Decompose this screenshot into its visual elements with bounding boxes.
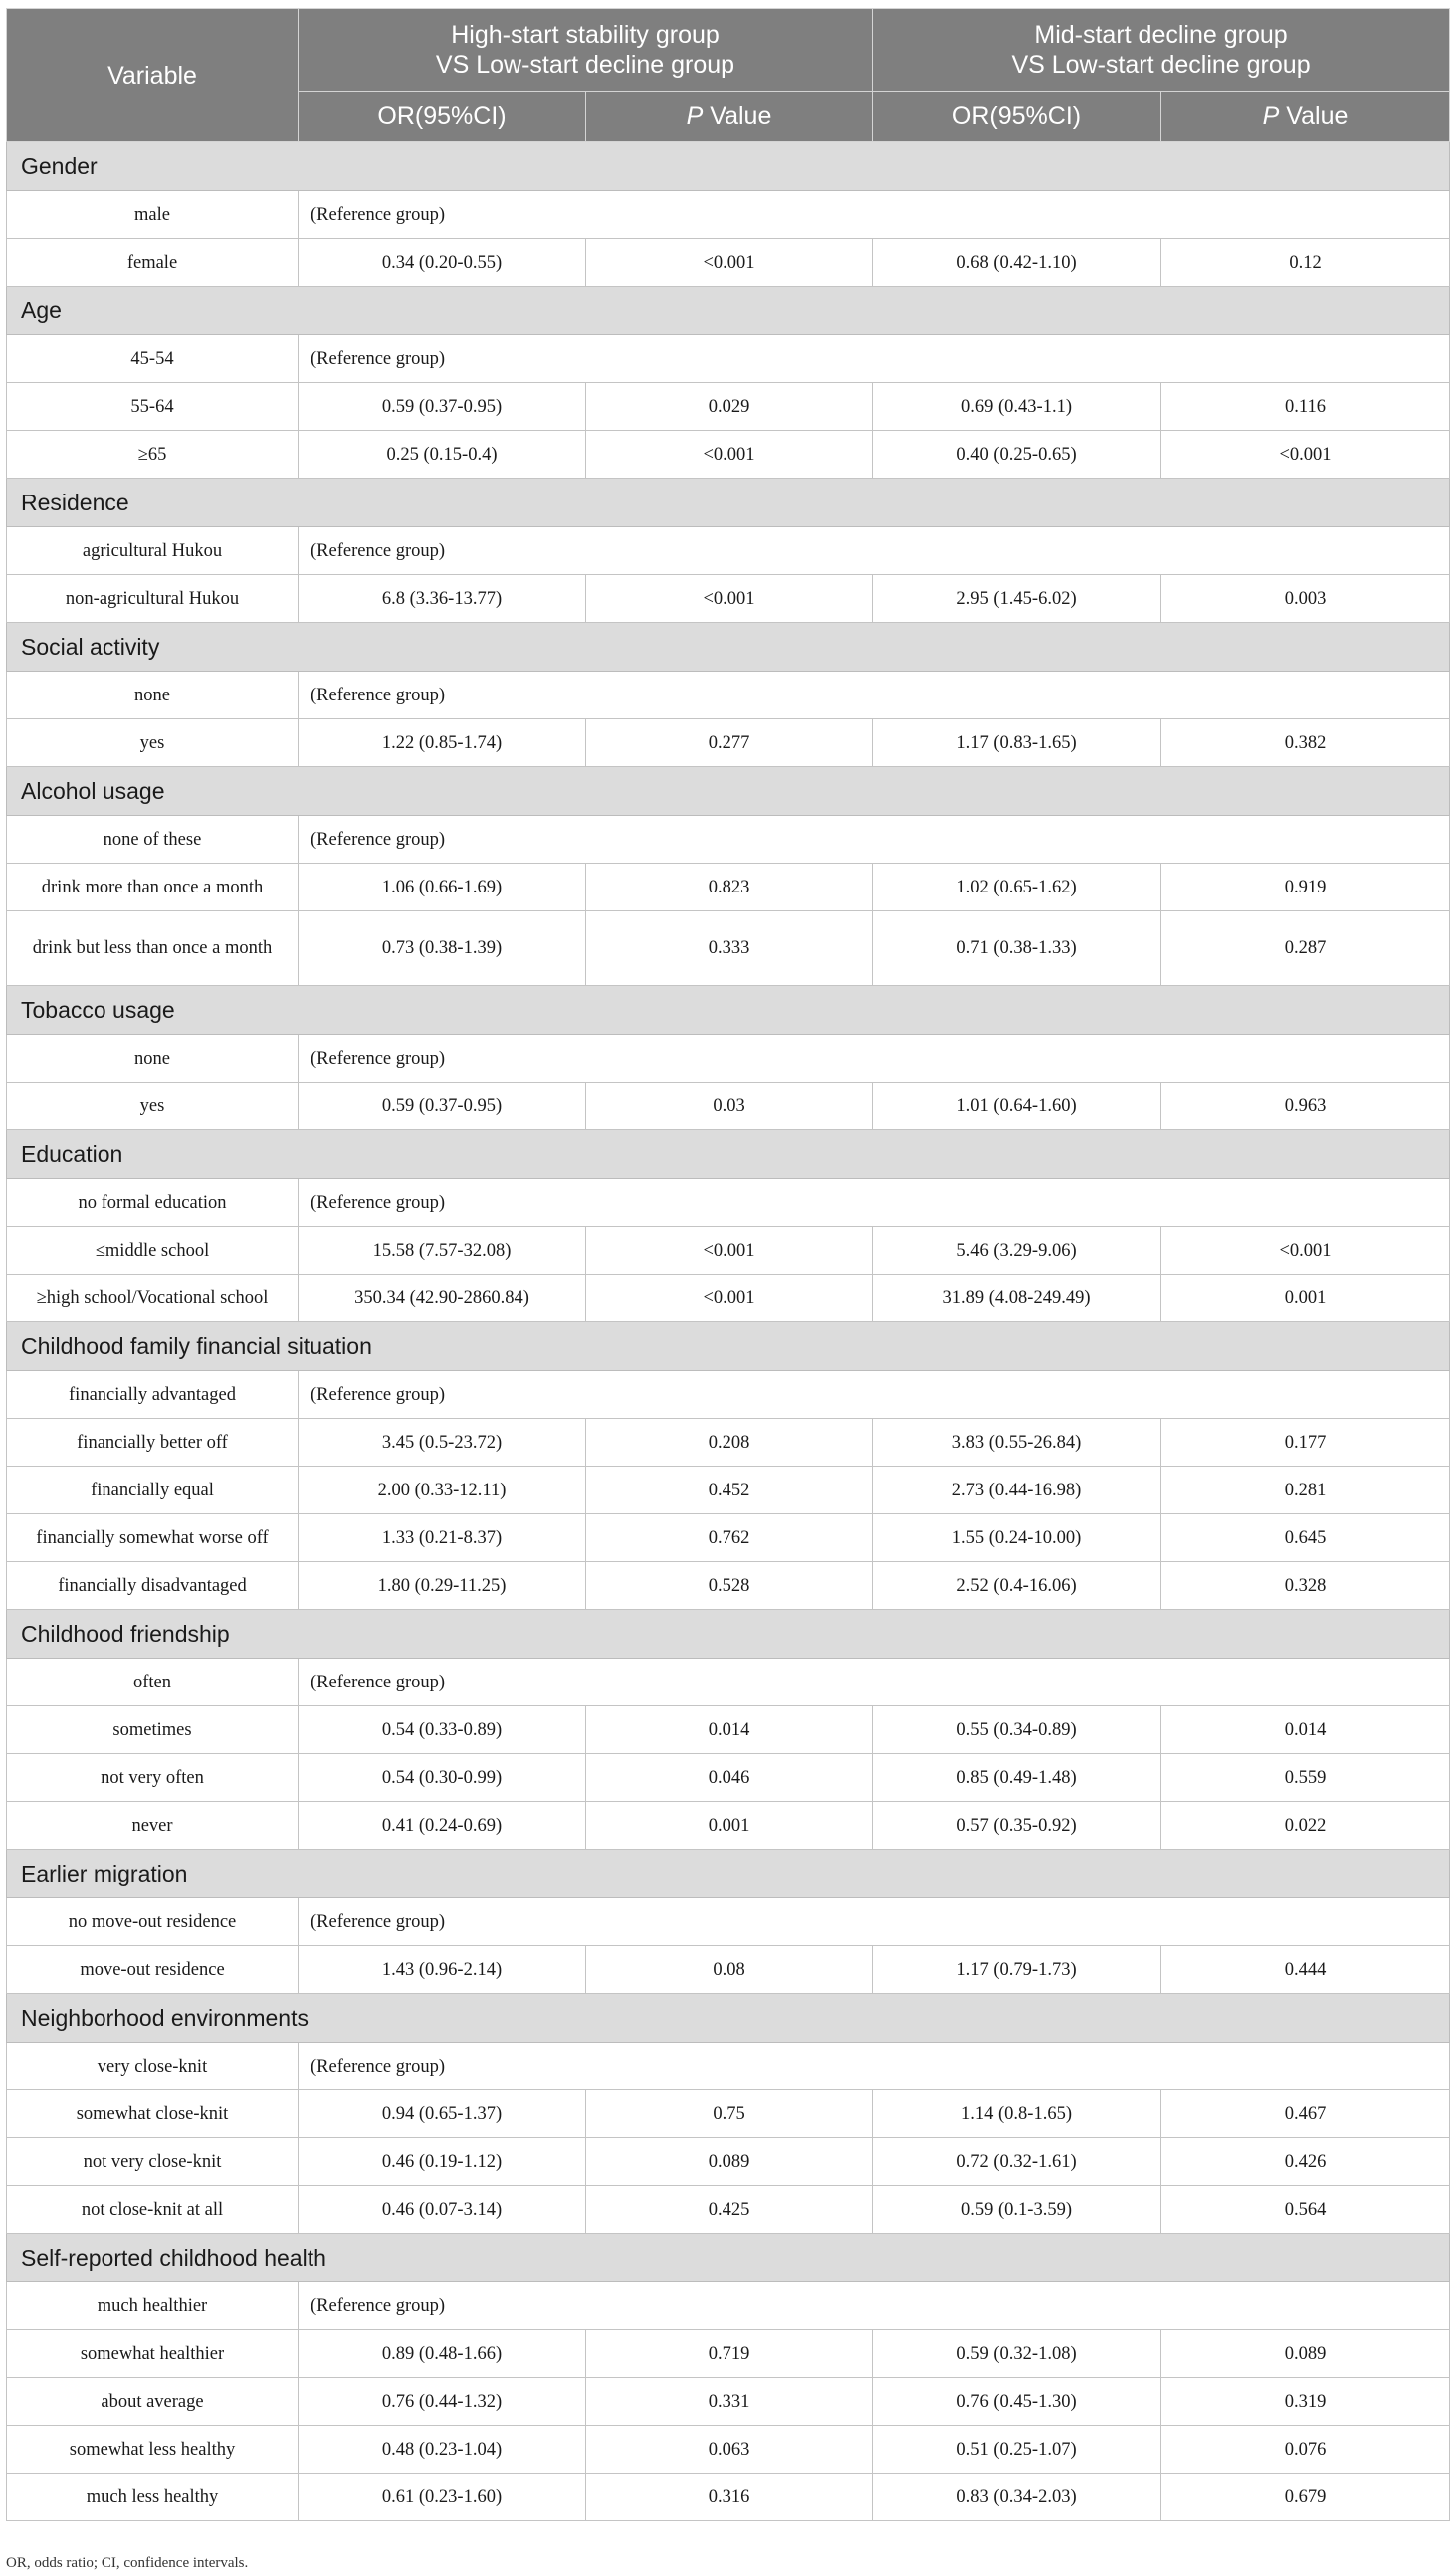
row-label: often: [7, 1659, 299, 1706]
group2-or-header: OR(95%CI): [873, 92, 1161, 142]
table-row: [7, 1419, 1450, 1467]
table-row: [7, 1371, 1450, 1419]
group1-or-cell: 2.00 (0.33-12.11): [299, 1467, 586, 1514]
table-row: [7, 719, 1450, 767]
reference-group-cell: (Reference group): [299, 1898, 1450, 1946]
group2-p-cell: 0.116: [1161, 383, 1450, 431]
section-header-row: [7, 986, 1450, 1035]
row-label: somewhat close-knit: [7, 2090, 299, 2138]
table-row: [7, 1467, 1450, 1514]
group1-or-cell: 1.80 (0.29-11.25): [299, 1562, 586, 1610]
group2-or-cell: 1.14 (0.8-1.65): [873, 2090, 1161, 2138]
section-title: Residence: [7, 479, 1450, 527]
table-row: [7, 1706, 1450, 1754]
group1-header-line2: VS Low-start decline group: [435, 51, 735, 79]
group2-or-cell: 1.01 (0.64-1.60): [873, 1083, 1161, 1130]
row-label: male: [7, 191, 299, 239]
group2-p-cell: 0.319: [1161, 2378, 1450, 2426]
p-rest: Value: [703, 102, 772, 130]
table-row: [7, 1275, 1450, 1322]
row-label: somewhat healthier: [7, 2330, 299, 2378]
group1-header: [299, 9, 873, 92]
group1-or-cell: 0.73 (0.38-1.39): [299, 911, 586, 986]
group1-or-cell: 1.43 (0.96-2.14): [299, 1946, 586, 1994]
table-row: [7, 864, 1450, 911]
row-label: not very close-knit: [7, 2138, 299, 2186]
group1-p-cell: 0.425: [586, 2186, 873, 2234]
group2-p-cell: 0.328: [1161, 1562, 1450, 1610]
reference-group-cell: (Reference group): [299, 335, 1450, 383]
group1-or-cell: 0.76 (0.44-1.32): [299, 2378, 586, 2426]
reference-group-cell: (Reference group): [299, 672, 1450, 719]
section-title: Gender: [7, 142, 1450, 191]
group1-p-cell: <0.001: [586, 1275, 873, 1322]
group2-or-cell: 31.89 (4.08-249.49): [873, 1275, 1161, 1322]
group1-or-cell: 1.22 (0.85-1.74): [299, 719, 586, 767]
section-header-row: [7, 623, 1450, 672]
reference-group-cell: (Reference group): [299, 1179, 1450, 1227]
reference-group-cell: (Reference group): [299, 2043, 1450, 2090]
group1-or-cell: 0.25 (0.15-0.4): [299, 431, 586, 479]
group1-or-cell: 3.45 (0.5-23.72): [299, 1419, 586, 1467]
group1-p-cell: 0.823: [586, 864, 873, 911]
table-row: [7, 1898, 1450, 1946]
row-label: not very often: [7, 1754, 299, 1802]
group1-or-cell: 350.34 (42.90-2860.84): [299, 1275, 586, 1322]
section-title: Tobacco usage: [7, 986, 1450, 1035]
group1-or-cell: 0.89 (0.48-1.66): [299, 2330, 586, 2378]
group2-or-cell: 0.83 (0.34-2.03): [873, 2474, 1161, 2521]
group2-or-cell: 0.55 (0.34-0.89): [873, 1706, 1161, 1754]
group1-p-cell: 0.333: [586, 911, 873, 986]
row-label: about average: [7, 2378, 299, 2426]
group2-p-cell: 0.022: [1161, 1802, 1450, 1850]
row-label: yes: [7, 719, 299, 767]
group2-header-line2: VS Low-start decline group: [1011, 51, 1311, 79]
table-row: [7, 383, 1450, 431]
table-row: [7, 2282, 1450, 2330]
section-header-row: [7, 1610, 1450, 1659]
group2-or-cell: 1.02 (0.65-1.62): [873, 864, 1161, 911]
section-title: Earlier migration: [7, 1850, 1450, 1898]
section-title: Neighborhood environments: [7, 1994, 1450, 2043]
section-title: Self-reported childhood health: [7, 2234, 1450, 2282]
table-row: [7, 2186, 1450, 2234]
section-header-row: [7, 142, 1450, 191]
group1-p-cell: 0.03: [586, 1083, 873, 1130]
row-label: none of these: [7, 816, 299, 864]
group1-p-cell: <0.001: [586, 239, 873, 287]
group2-or-cell: 5.46 (3.29-9.06): [873, 1227, 1161, 1275]
group1-or-cell: 0.46 (0.07-3.14): [299, 2186, 586, 2234]
table-row: [7, 1083, 1450, 1130]
group1-p-cell: 0.719: [586, 2330, 873, 2378]
group1-or-cell: 1.33 (0.21-8.37): [299, 1514, 586, 1562]
group2-or-cell: 0.85 (0.49-1.48): [873, 1754, 1161, 1802]
table-row: [7, 1562, 1450, 1610]
group1-p-cell: 0.029: [586, 383, 873, 431]
reference-group-cell: (Reference group): [299, 2282, 1450, 2330]
group1-p-cell: 0.75: [586, 2090, 873, 2138]
group2-p-cell: 0.444: [1161, 1946, 1450, 1994]
row-label: ≥high school/Vocational school: [7, 1275, 299, 1322]
section-header-row: [7, 287, 1450, 335]
section-header-row: [7, 1994, 1450, 2043]
group2-p-cell: 0.645: [1161, 1514, 1450, 1562]
row-label: 45-54: [7, 335, 299, 383]
group2-p-cell: 0.089: [1161, 2330, 1450, 2378]
group1-or-cell: 0.59 (0.37-0.95): [299, 383, 586, 431]
group2-or-cell: 0.69 (0.43-1.1): [873, 383, 1161, 431]
p-italic: P: [1262, 102, 1280, 130]
group2-p-cell: <0.001: [1161, 1227, 1450, 1275]
table-row: [7, 1754, 1450, 1802]
table-row: [7, 672, 1450, 719]
table-row: [7, 2474, 1450, 2521]
group2-or-cell: 1.17 (0.83-1.65): [873, 719, 1161, 767]
row-label: yes: [7, 1083, 299, 1130]
group1-or-cell: 15.58 (7.57-32.08): [299, 1227, 586, 1275]
group2-or-cell: 2.52 (0.4-16.06): [873, 1562, 1161, 1610]
row-label: drink more than once a month: [7, 864, 299, 911]
group1-or-cell: 0.54 (0.30-0.99): [299, 1754, 586, 1802]
group1-header-line1: High-start stability group: [451, 21, 720, 49]
group1-p-cell: 0.762: [586, 1514, 873, 1562]
table-header: [7, 9, 1450, 142]
table-body: [7, 142, 1450, 2521]
table-row: [7, 2378, 1450, 2426]
group1-or-cell: 0.41 (0.24-0.69): [299, 1802, 586, 1850]
group1-p-cell: 0.208: [586, 1419, 873, 1467]
row-label: financially disadvantaged: [7, 1562, 299, 1610]
group2-p-cell: 0.12: [1161, 239, 1450, 287]
table-row: [7, 2330, 1450, 2378]
row-label: financially somewhat worse off: [7, 1514, 299, 1562]
row-label: sometimes: [7, 1706, 299, 1754]
section-title: Childhood family financial situation: [7, 1322, 1450, 1371]
group2-header-line1: Mid-start decline group: [1034, 21, 1288, 49]
row-label: agricultural Hukou: [7, 527, 299, 575]
row-label: move-out residence: [7, 1946, 299, 1994]
table-row: [7, 431, 1450, 479]
reference-group-cell: (Reference group): [299, 1659, 1450, 1706]
group1-p-cell: 0.089: [586, 2138, 873, 2186]
reference-group-cell: (Reference group): [299, 1035, 1450, 1083]
group2-or-cell: 0.59 (0.32-1.08): [873, 2330, 1161, 2378]
group1-or-cell: 0.94 (0.65-1.37): [299, 2090, 586, 2138]
table-row: [7, 239, 1450, 287]
group1-or-cell: 0.48 (0.23-1.04): [299, 2426, 586, 2474]
table-row: [7, 191, 1450, 239]
row-label: non-agricultural Hukou: [7, 575, 299, 623]
group2-p-cell: 0.559: [1161, 1754, 1450, 1802]
row-label: much less healthy: [7, 2474, 299, 2521]
group1-or-cell: 0.46 (0.19-1.12): [299, 2138, 586, 2186]
group1-or-cell: 6.8 (3.36-13.77): [299, 575, 586, 623]
group2-p-cell: 0.679: [1161, 2474, 1450, 2521]
group2-or-cell: 3.83 (0.55-26.84): [873, 1419, 1161, 1467]
row-label: financially equal: [7, 1467, 299, 1514]
section-header-row: [7, 1850, 1450, 1898]
table-footnote: OR, odds ratio; CI, confidence intervals.: [6, 2555, 249, 2571]
row-label: ≤middle school: [7, 1227, 299, 1275]
row-label: none: [7, 672, 299, 719]
reference-group-cell: (Reference group): [299, 191, 1450, 239]
row-label: not close-knit at all: [7, 2186, 299, 2234]
row-label: never: [7, 1802, 299, 1850]
section-header-row: [7, 767, 1450, 816]
table-row: [7, 1179, 1450, 1227]
group2-or-cell: 0.71 (0.38-1.33): [873, 911, 1161, 986]
group2-p-cell: 0.001: [1161, 1275, 1450, 1322]
group1-or-cell: 0.61 (0.23-1.60): [299, 2474, 586, 2521]
row-label: female: [7, 239, 299, 287]
row-label: ≥65: [7, 431, 299, 479]
odds-ratio-table: [6, 8, 1450, 2521]
table-row: [7, 1514, 1450, 1562]
group2-p-header: [1161, 92, 1450, 142]
group2-p-cell: 0.963: [1161, 1083, 1450, 1130]
group2-or-cell: 0.59 (0.1-3.59): [873, 2186, 1161, 2234]
group1-p-cell: 0.528: [586, 1562, 873, 1610]
row-label: very close-knit: [7, 2043, 299, 2090]
group2-or-cell: 0.68 (0.42-1.10): [873, 239, 1161, 287]
table-row: [7, 816, 1450, 864]
row-label: much healthier: [7, 2282, 299, 2330]
group1-p-header: [586, 92, 873, 142]
group2-or-cell: 0.72 (0.32-1.61): [873, 2138, 1161, 2186]
table-row: [7, 2090, 1450, 2138]
row-label: somewhat less healthy: [7, 2426, 299, 2474]
group1-or-cell: 0.59 (0.37-0.95): [299, 1083, 586, 1130]
group1-or-cell: 0.34 (0.20-0.55): [299, 239, 586, 287]
group1-p-cell: <0.001: [586, 575, 873, 623]
group2-header: [873, 9, 1450, 92]
section-title: Alcohol usage: [7, 767, 1450, 816]
group1-p-cell: 0.316: [586, 2474, 873, 2521]
group2-p-cell: 0.382: [1161, 719, 1450, 767]
group2-p-cell: 0.287: [1161, 911, 1450, 986]
table-row: [7, 2138, 1450, 2186]
table-row: [7, 1946, 1450, 1994]
table-row: [7, 2426, 1450, 2474]
group2-or-cell: 0.40 (0.25-0.65): [873, 431, 1161, 479]
row-label: drink but less than once a month: [7, 911, 299, 986]
section-header-row: [7, 2234, 1450, 2282]
group1-or-header: OR(95%CI): [299, 92, 586, 142]
group1-p-cell: 0.331: [586, 2378, 873, 2426]
table-row: [7, 335, 1450, 383]
group2-or-cell: 1.17 (0.79-1.73): [873, 1946, 1161, 1994]
table-row: [7, 911, 1450, 986]
group1-p-cell: 0.452: [586, 1467, 873, 1514]
group2-p-cell: 0.564: [1161, 2186, 1450, 2234]
group2-or-cell: 2.95 (1.45-6.02): [873, 575, 1161, 623]
group2-p-cell: 0.919: [1161, 864, 1450, 911]
row-label: no formal education: [7, 1179, 299, 1227]
group2-p-cell: 0.281: [1161, 1467, 1450, 1514]
reference-group-cell: (Reference group): [299, 1371, 1450, 1419]
section-header-row: [7, 1322, 1450, 1371]
row-label: financially better off: [7, 1419, 299, 1467]
group2-p-cell: 0.076: [1161, 2426, 1450, 2474]
group2-p-cell: 0.003: [1161, 575, 1450, 623]
table-row: [7, 1659, 1450, 1706]
group2-p-cell: 0.426: [1161, 2138, 1450, 2186]
table-row: [7, 1227, 1450, 1275]
group1-p-cell: <0.001: [586, 431, 873, 479]
table-row: [7, 1035, 1450, 1083]
group2-p-cell: <0.001: [1161, 431, 1450, 479]
group2-p-cell: 0.467: [1161, 2090, 1450, 2138]
table-row: [7, 1802, 1450, 1850]
group1-p-cell: 0.08: [586, 1946, 873, 1994]
p-rest: Value: [1279, 102, 1349, 130]
group1-p-cell: <0.001: [586, 1227, 873, 1275]
row-label: 55-64: [7, 383, 299, 431]
row-label: financially advantaged: [7, 1371, 299, 1419]
row-label: no move-out residence: [7, 1898, 299, 1946]
group1-p-cell: 0.001: [586, 1802, 873, 1850]
section-header-row: [7, 1130, 1450, 1179]
group1-p-cell: 0.277: [586, 719, 873, 767]
group2-p-cell: 0.177: [1161, 1419, 1450, 1467]
section-title: Age: [7, 287, 1450, 335]
row-label: none: [7, 1035, 299, 1083]
section-title: Childhood friendship: [7, 1610, 1450, 1659]
table-row: [7, 527, 1450, 575]
table-row: [7, 575, 1450, 623]
group1-p-cell: 0.014: [586, 1706, 873, 1754]
group2-or-cell: 0.51 (0.25-1.07): [873, 2426, 1161, 2474]
table-row: [7, 2043, 1450, 2090]
reference-group-cell: (Reference group): [299, 527, 1450, 575]
group1-or-cell: 0.54 (0.33-0.89): [299, 1706, 586, 1754]
variable-header: Variable: [7, 9, 299, 142]
group2-or-cell: 2.73 (0.44-16.98): [873, 1467, 1161, 1514]
section-title: Social activity: [7, 623, 1450, 672]
p-italic: P: [686, 102, 704, 130]
group2-or-cell: 0.76 (0.45-1.30): [873, 2378, 1161, 2426]
group1-p-cell: 0.063: [586, 2426, 873, 2474]
group2-p-cell: 0.014: [1161, 1706, 1450, 1754]
section-header-row: [7, 479, 1450, 527]
reference-group-cell: (Reference group): [299, 816, 1450, 864]
group1-p-cell: 0.046: [586, 1754, 873, 1802]
group1-or-cell: 1.06 (0.66-1.69): [299, 864, 586, 911]
section-title: Education: [7, 1130, 1450, 1179]
group2-or-cell: 0.57 (0.35-0.92): [873, 1802, 1161, 1850]
group2-or-cell: 1.55 (0.24-10.00): [873, 1514, 1161, 1562]
